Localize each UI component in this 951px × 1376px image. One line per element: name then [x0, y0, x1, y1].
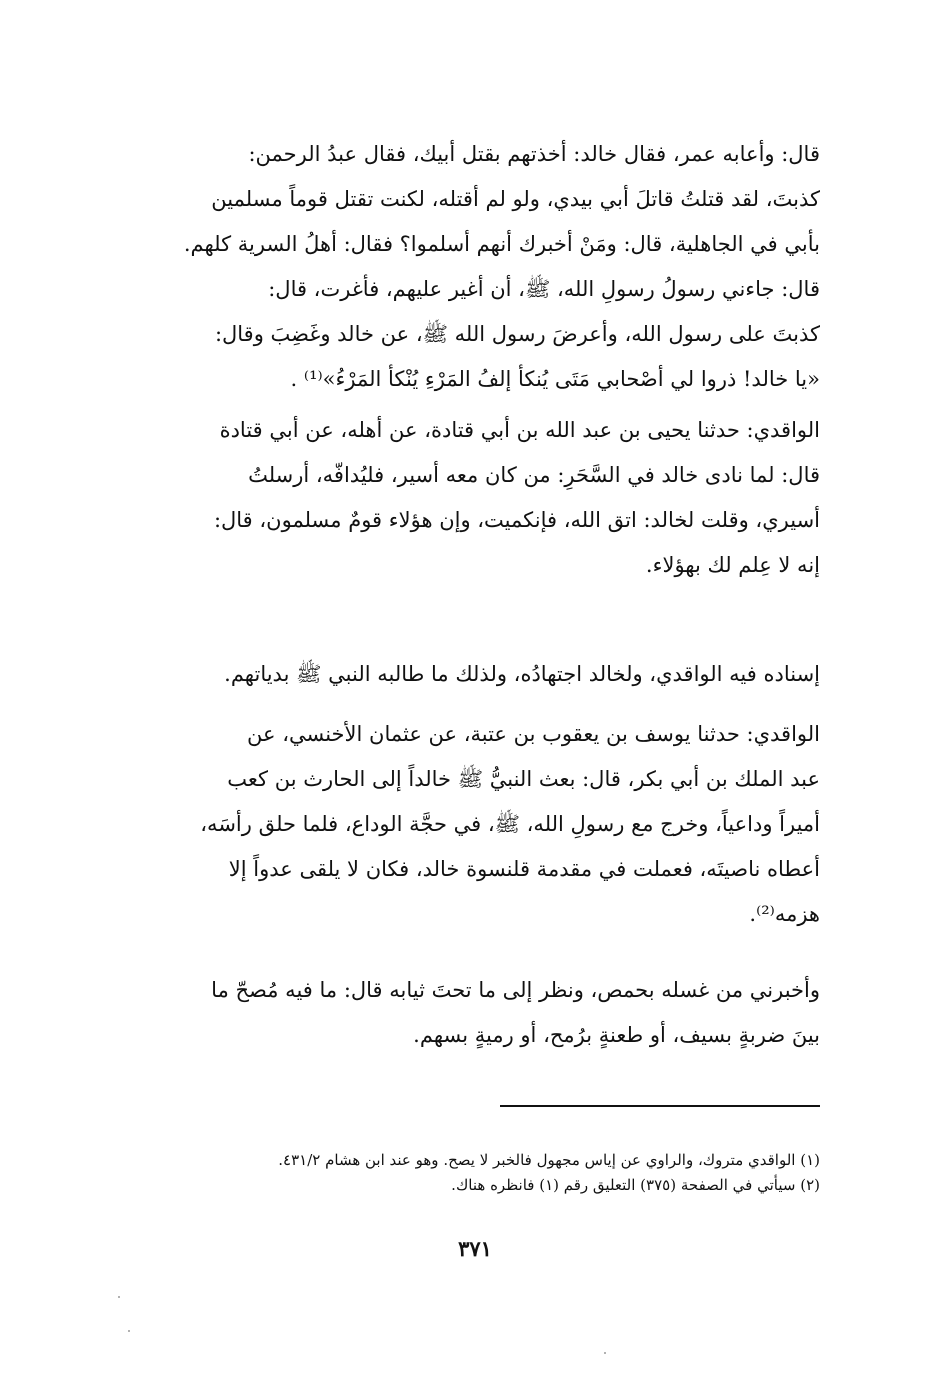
footnote: (١) الواقدي متروك، والراوي عن إياس مجهول فالخبر لا يصح. وهو عند ابن هشام ٤٣١/٢.: [278, 1151, 820, 1169]
text-line: بأبي في الجاهلية، قال: ومَنْ أخبرك أنهم أسلموا؟ فقال: أهلُ السرية كلهم.: [183, 232, 820, 256]
text-line: أميراً وداعياً، وخرج مع رسولِ الله، ﷺ، في حجَّة الوداع، فلما حلق رأسَه،: [200, 812, 820, 836]
text-line: أعطاه ناصيتَه، فعملت في مقدمة قلنسوة خالد، فكان لا يلقى عدواً إلا: [228, 857, 820, 881]
text-line: بينَ ضربةٍ بسيف، أو طعنةٍ برُمح، أو رميةٍ بسهم.: [413, 1023, 820, 1047]
text-line: «يا خالد! ذروا لي أصْحابي مَتَى يُنكأ إلفُ المَرْءِ يُنْكأ المَرْءُ»⁽¹⁾ .: [290, 367, 820, 391]
paragraph: [160, 408, 820, 588]
paragraph: [160, 132, 820, 402]
text-line: إنه لا عِلم لك بهؤلاء.: [645, 553, 820, 577]
page-number: ٣٧١: [458, 1236, 492, 1261]
paragraph: [160, 652, 820, 697]
scan-speck: [604, 1352, 606, 1354]
text-line: كذبتَ على رسول الله، وأعرضَ رسول الله ﷺ، عن خالد وغَضِبَ وقال:: [214, 322, 820, 346]
text-line: عبد الملك بن أبي بكر، قال: بعث النبيُّ ﷺ خالداً إلى الحارث بن كعب: [227, 767, 820, 791]
paragraph: [160, 968, 820, 1058]
footnote-divider: [500, 1105, 820, 1107]
text-line: قال: جاءني رسولُ رسولِ الله، ﷺ، أن أغير عليهم، فأغرت، قال:: [268, 277, 820, 301]
scan-speck: [118, 1296, 120, 1298]
scan-speck: [128, 1330, 130, 1332]
paragraph: [160, 712, 820, 937]
text-line: هزمه⁽²⁾.: [749, 902, 820, 926]
footnote: (٢) سيأتي في الصفحة (٣٧٥) التعليق رقم (١) فانظره هناك.: [451, 1176, 820, 1194]
text-line: الواقدي: حدثنا يوسف بن يعقوب بن عتبة، عن عثمان الأخنسي، عن: [247, 722, 820, 746]
text-line: أسيري، وقلت لخالد: اتق الله، فإنكميت، وإن هؤلاء قومٌ مسلمون، قال:: [213, 508, 820, 532]
text-line: كذبتَ، لقد قتلتُ قاتلَ أبي بيدي، ولو لم أقتله، لكنت تقتل قوماً مسلمين: [211, 187, 820, 211]
text-line: وأخبرني من غسله بحمص، ونظر إلى ما تحتَ ثيابه قال: ما فيه مُصحّ ما: [211, 978, 820, 1002]
text-line: الواقدي: حدثنا يحيى بن عبد الله بن أبي قتادة، عن أهله، عن أبي قتادة: [219, 418, 820, 442]
footnotes: [160, 1148, 820, 1198]
text-line: قال: وأعابه عمر، فقال خالد: أخذتهم بقتل أبيك، فقال عبدُ الرحمن:: [248, 142, 820, 166]
text-line: قال: لما نادى خالد في السَّحَرِ: من كان معه أسير، فليُدافّه، أرسلتُ: [248, 463, 820, 487]
text-line: إسناده فيه الواقدي، ولخالد اجتهادُه، ولذلك ما طالبه النبي ﷺ بدياتهم.: [224, 662, 820, 686]
